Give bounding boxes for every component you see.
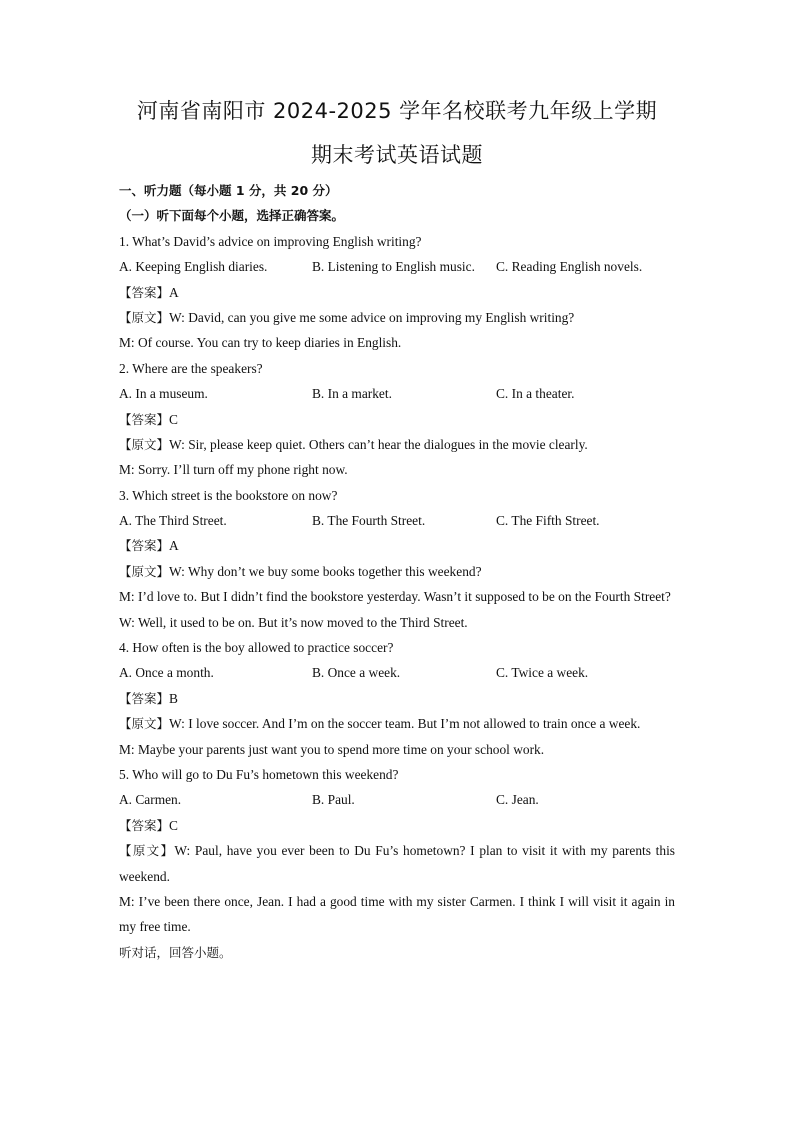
question-text: 1. What’s David’s advice on improving English writing? xyxy=(119,233,422,249)
answer-value: B xyxy=(169,690,178,706)
answer-value: C xyxy=(169,411,178,427)
question-text: 3. Which street is the bookstore on now? xyxy=(119,487,338,503)
answer-tag: 【答案】 xyxy=(119,538,170,554)
answer-tag: 【答案】 xyxy=(119,817,170,833)
document-subtitle: 期末考试英语试题 xyxy=(311,143,483,167)
answer-value: A xyxy=(169,284,179,300)
transcript-line: M: Maybe your parents just want you to spend more time on your school work. xyxy=(119,741,545,757)
transcript-text: W: I love soccer. And I’m on the soccer team. But I’m not allowed to train once a week. xyxy=(169,716,641,732)
answer-tag: 【答案】 xyxy=(119,411,170,427)
question-block xyxy=(119,483,675,635)
option-b: B. Once a week. xyxy=(312,665,401,681)
option-b: B. Paul. xyxy=(312,792,355,808)
transcript-line xyxy=(119,838,675,889)
option-a: A. The Third Street. xyxy=(119,513,227,529)
question-block xyxy=(119,762,675,940)
option-c: C. In a theater. xyxy=(496,386,575,402)
source-tag: 【原文】 xyxy=(119,436,170,452)
answer-line xyxy=(119,280,675,305)
source-tag: 【原文】 xyxy=(119,716,170,732)
question-text: 4. How often is the boy allowed to practice soccer? xyxy=(119,640,394,656)
source-tag: 【原文】 xyxy=(119,563,170,579)
option-a: A. Once a month. xyxy=(119,665,214,681)
source-tag: 【原文】 xyxy=(119,843,175,859)
question-options xyxy=(119,254,675,279)
transcript-line xyxy=(119,432,675,457)
section-subheading: （一）听下面每个小题，选择正确答案。 xyxy=(119,208,345,224)
answer-line xyxy=(119,813,675,838)
transcript-line: M: Of course. You can try to keep diaries in English. xyxy=(119,335,402,351)
option-a: A. Carmen. xyxy=(119,792,182,808)
source-tag: 【原文】 xyxy=(119,309,170,325)
transcript-line xyxy=(119,305,675,330)
transcript-line: M: I’ve been there once, Jean. I had a good time with my sister Carmen. I think I will visit it again in my free time. xyxy=(119,893,675,935)
question-text: 5. Who will go to Du Fu’s hometown this weekend? xyxy=(119,767,399,782)
question-options xyxy=(119,660,675,685)
transcript-text: W: David, can you give me some advice on improving my English writing? xyxy=(169,309,575,325)
transcript-text: W: Sir, please keep quiet. Others can’t hear the dialogues in the movie clearly. xyxy=(169,436,588,452)
option-c: C. Twice a week. xyxy=(496,665,589,681)
option-c: C. Jean. xyxy=(496,792,539,808)
transcript-line: W: Well, it used to be on. But it’s now moved to the Third Street. xyxy=(119,614,468,630)
question-text: 2. Where are the speakers? xyxy=(119,360,263,376)
question-block xyxy=(119,229,675,356)
option-c: C. Reading English novels. xyxy=(496,259,643,275)
option-a: A. Keeping English diaries. xyxy=(119,259,268,275)
transcript-text: W: Why don’t we buy some books together this weekend? xyxy=(169,563,482,579)
option-a: A. In a museum. xyxy=(119,386,208,402)
option-b: B. In a market. xyxy=(312,386,392,402)
question-options xyxy=(119,508,675,533)
option-b: B. The Fourth Street. xyxy=(312,513,426,529)
question-options xyxy=(119,381,675,406)
transcript-line xyxy=(119,559,675,584)
question-block xyxy=(119,356,675,483)
answer-tag: 【答案】 xyxy=(119,690,170,706)
section-heading: 一、听力题（每小题 1 分，共 20 分） xyxy=(119,183,338,198)
answer-line xyxy=(119,686,675,711)
transcript-line: M: I’d love to. But I didn’t find the bookstore yesterday. Wasn’t it supposed to be on the Fourth Street? xyxy=(119,589,671,605)
document-body xyxy=(119,178,675,965)
transcript-line: M: Sorry. I’ll turn off my phone right now. xyxy=(119,462,348,478)
answer-value: A xyxy=(169,538,179,554)
answer-tag: 【答案】 xyxy=(119,284,170,300)
question-block xyxy=(119,635,675,762)
answer-line xyxy=(119,533,675,558)
transcript-text: W: Paul, have you ever been to Du Fu’s hometown? I plan to visit it with my parents this weekend. xyxy=(119,843,675,884)
transcript-line xyxy=(119,711,675,736)
option-b: B. Listening to English music. xyxy=(312,259,475,275)
question-options xyxy=(119,787,675,812)
option-c: C. The Fifth Street. xyxy=(496,513,600,529)
answer-line xyxy=(119,407,675,432)
answer-value: C xyxy=(169,817,178,833)
listening-instruction: 听对话，回答小题。 xyxy=(119,944,232,960)
document-title: 河南省南阳市 2024-2025 学年名校联考九年级上学期 xyxy=(136,99,658,123)
